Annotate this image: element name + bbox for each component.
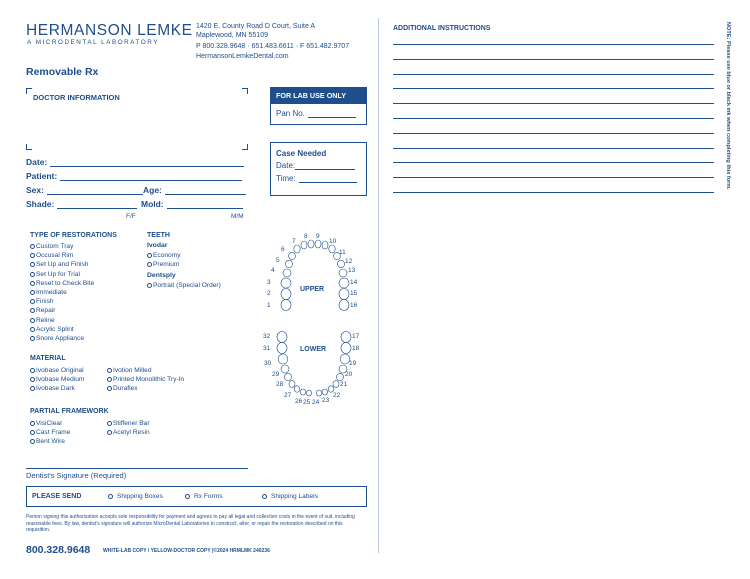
signature-label: Dentist's Signature (Required) <box>26 471 127 480</box>
radio-circle-icon <box>108 494 113 499</box>
lab-use-box <box>270 87 367 125</box>
restorations-list <box>30 242 94 343</box>
partial-option[interactable]: Cast Frame <box>30 428 70 437</box>
restoration-option[interactable]: Finish <box>30 297 94 306</box>
radio-circle-icon <box>30 377 35 382</box>
ivodar-label: Ivodar <box>147 242 168 249</box>
brand-name: HERMANSON LEMKE <box>26 22 193 39</box>
shade-field[interactable] <box>57 200 137 209</box>
radio-circle-icon <box>107 430 112 435</box>
please-send-label: PLEASE SEND <box>32 493 82 500</box>
radio-circle-icon <box>30 244 35 249</box>
radio-circle-icon <box>30 262 35 267</box>
radio-circle-icon <box>147 262 152 267</box>
material-option[interactable]: Ivobase Medium <box>30 375 84 384</box>
mm-label: M/M <box>231 213 244 220</box>
lab-use-title: FOR LAB USE ONLY <box>271 88 366 104</box>
radio-circle-icon <box>30 386 35 391</box>
case-date-field[interactable] <box>295 162 355 170</box>
website: HermansonLemkeDental.com <box>196 53 289 60</box>
brand-subtitle: A MICRODENTAL LABORATORY <box>27 39 160 46</box>
send-option-shipping-labels[interactable]: Shipping Labels <box>262 492 318 501</box>
restoration-option[interactable]: Custom Tray <box>30 242 94 251</box>
shade-label: Shade: <box>26 199 55 209</box>
partial-option[interactable]: Bent Wire <box>30 437 70 446</box>
column-divider <box>378 18 379 553</box>
partial-option[interactable]: VisiClear <box>30 419 70 428</box>
date-label: Date: <box>26 157 48 167</box>
material-option[interactable]: Printed Monolithic Try-In <box>107 375 184 384</box>
restoration-option[interactable]: Set Up for Trial <box>30 270 94 279</box>
form-title: Removable Rx <box>26 66 99 78</box>
restoration-option[interactable]: Occusal Rim <box>30 251 94 260</box>
teeth-option-economy[interactable]: Economy <box>147 251 221 260</box>
radio-circle-icon <box>147 253 152 258</box>
material-option[interactable]: Ivobase Original <box>30 366 84 375</box>
pan-no-field[interactable] <box>308 110 356 118</box>
disclaimer-text: Person signing this authorization accepts sole responsibility for payment and agrees to pay all legal and collection costs in the event of suit, including reasonable fees. By law, dentist's signature will authorize MicroDental Laboratories to construct, alter, or repair the restoration described on this requisition. <box>26 514 355 534</box>
restoration-option[interactable]: Reline <box>30 316 94 325</box>
radio-circle-icon <box>185 494 190 499</box>
restoration-option[interactable]: Immediate <box>30 288 94 297</box>
radio-circle-icon <box>30 421 35 426</box>
radio-circle-icon <box>30 253 35 258</box>
radio-circle-icon <box>30 430 35 435</box>
restoration-option[interactable]: Acrylic Splint <box>30 325 94 334</box>
additional-instructions-lines[interactable] <box>393 44 714 193</box>
radio-circle-icon <box>30 318 35 323</box>
teeth-option-premium[interactable]: Premium <box>147 260 221 269</box>
case-date-label: Date: <box>276 161 296 170</box>
additional-instructions-title: ADDITIONAL INSTRUCTIONS <box>393 25 491 32</box>
radio-circle-icon <box>30 281 35 286</box>
send-option-shipping-boxes[interactable]: Shipping Boxes <box>108 492 185 501</box>
radio-circle-icon <box>30 290 35 295</box>
phone-numbers: P 800.328.9648 · 651.483.6611 · F 651.482.9707 <box>196 43 350 50</box>
doctor-info-label: DOCTOR INFORMATION <box>33 93 120 102</box>
case-time-field[interactable] <box>299 175 357 183</box>
teeth-title: TEETH <box>147 232 170 239</box>
address-line-1: 1420 E. County Road D Court, Suite A <box>196 23 316 30</box>
lower-label: LOWER <box>300 346 327 353</box>
age-field[interactable] <box>165 186 246 195</box>
radio-circle-icon <box>30 368 35 373</box>
case-needed-box <box>270 142 367 196</box>
case-needed-title: Case Needed <box>276 149 327 158</box>
radio-circle-icon <box>30 272 35 277</box>
mold-field[interactable] <box>167 200 243 209</box>
radio-circle-icon <box>30 327 35 332</box>
partial-option[interactable]: Stiffener Bar <box>107 419 150 428</box>
material-option[interactable]: Ivobase Dark <box>30 384 84 393</box>
material-option[interactable]: Ivotion Milled <box>107 366 184 375</box>
radio-circle-icon <box>30 299 35 304</box>
sex-label: Sex: <box>26 185 44 195</box>
ff-label: F/F <box>126 213 136 220</box>
upper-label: UPPER <box>300 286 325 293</box>
age-label: Age: <box>143 185 162 195</box>
teeth-option-portrait[interactable]: Portrait (Special Order) <box>147 281 221 290</box>
restoration-option[interactable]: Snore Appliance <box>30 334 94 343</box>
restorations-title: TYPE OF RESTORATIONS <box>30 232 117 239</box>
radio-circle-icon <box>107 377 112 382</box>
address-line-2: Maplewood, MN 55109 <box>196 32 268 39</box>
patient-field[interactable] <box>60 172 242 181</box>
footer-phone: 800.328.9648 <box>26 544 91 556</box>
radio-circle-icon <box>30 308 35 313</box>
send-option-rx-forms[interactable]: Rx Forms <box>185 492 262 501</box>
radio-circle-icon <box>30 336 35 341</box>
mold-label: Mold: <box>141 199 164 209</box>
material-option[interactable]: Duraflex <box>107 384 184 393</box>
pan-no-label: Pan No. <box>276 109 305 118</box>
partial-option[interactable]: Acetyl Resin <box>107 428 150 437</box>
radio-circle-icon <box>30 439 35 444</box>
dentsply-label: Dentsply <box>147 271 176 279</box>
tooth-chart[interactable] <box>258 228 368 410</box>
radio-circle-icon <box>262 494 267 499</box>
signature-line[interactable] <box>26 468 248 469</box>
sex-field[interactable] <box>47 186 143 195</box>
radio-circle-icon <box>107 386 112 391</box>
footer-copy-info: WHITE-LAB COPY / YELLOW-DOCTOR COPY |©2024 HRMLMK 240236 <box>103 548 270 554</box>
material-title: MATERIAL <box>30 355 66 362</box>
date-field[interactable] <box>50 158 244 167</box>
restoration-option[interactable]: Reset to Check Bite <box>30 279 94 288</box>
please-send-box <box>26 486 367 507</box>
radio-circle-icon <box>107 368 112 373</box>
radio-circle-icon <box>147 283 152 288</box>
case-time-label: Time: <box>276 174 296 183</box>
restoration-option[interactable]: Set Up and Finish <box>30 260 94 269</box>
restoration-option[interactable]: Repair <box>30 306 94 315</box>
radio-circle-icon <box>107 421 112 426</box>
patient-label: Patient: <box>26 171 58 181</box>
partial-framework-title: PARTIAL FRAMEWORK <box>30 408 109 415</box>
side-note: NOTE: Please use blue or black ink when completing this form. <box>725 22 731 190</box>
